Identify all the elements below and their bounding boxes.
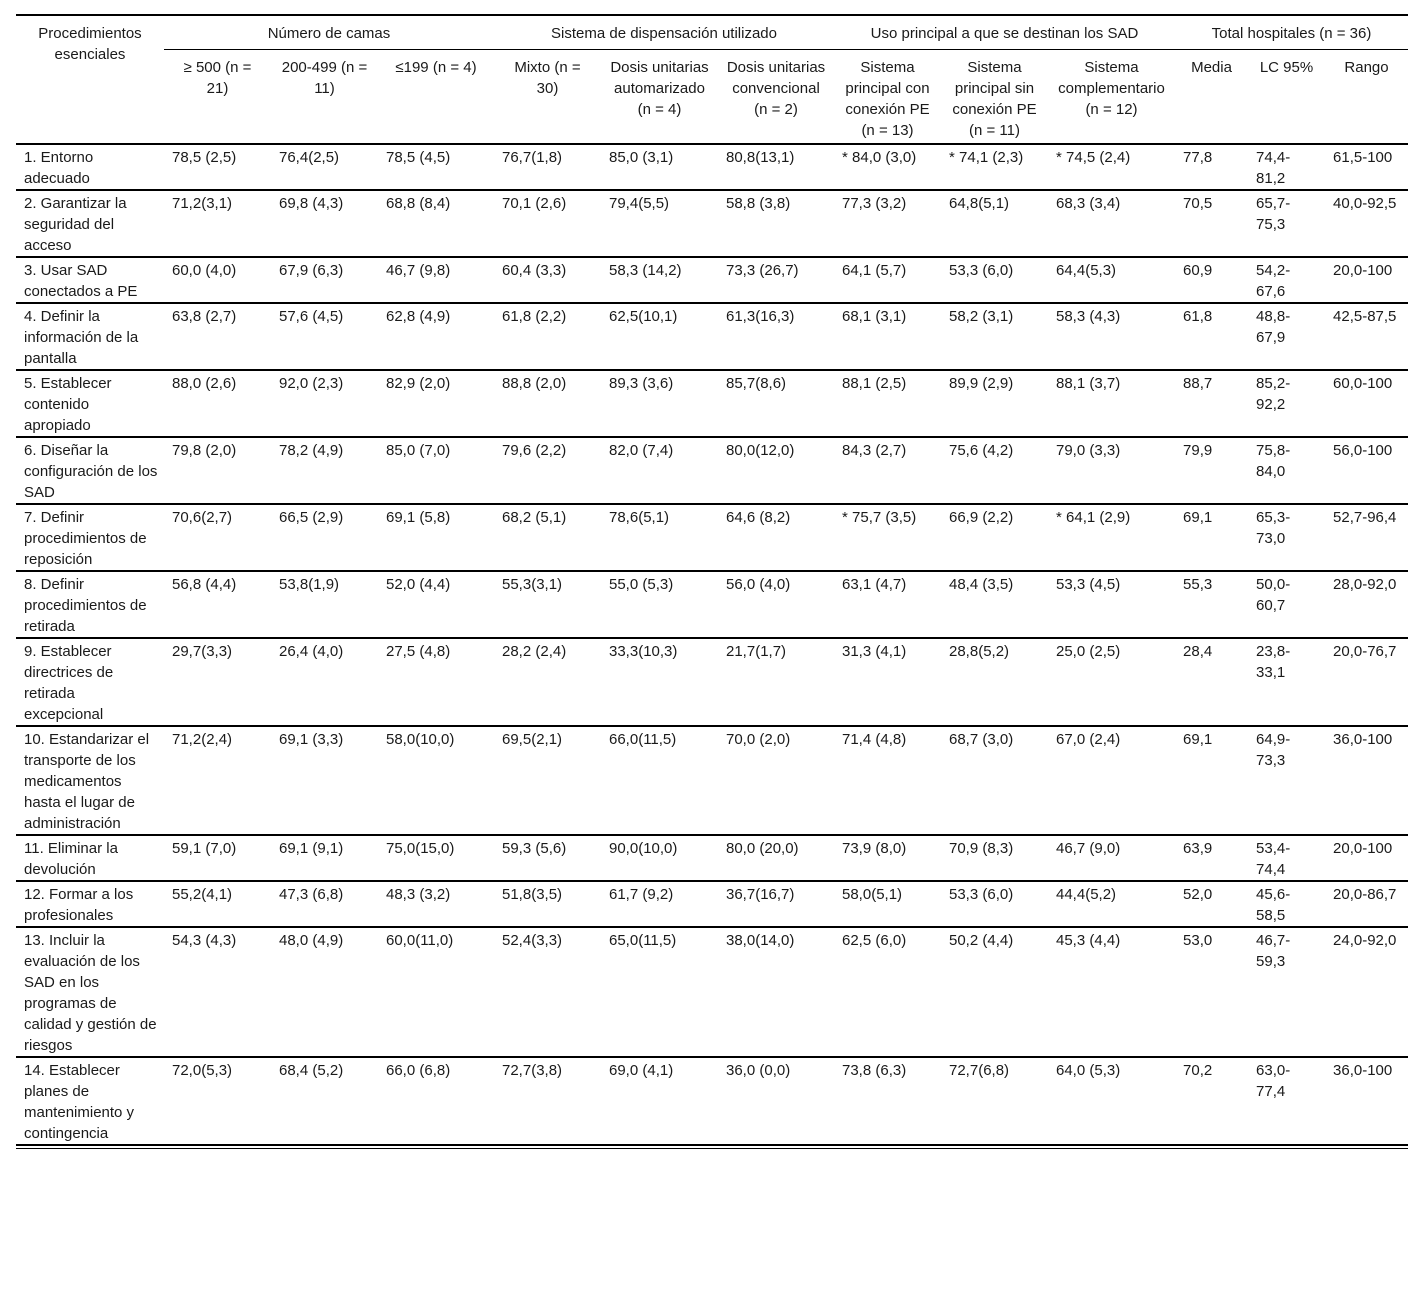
row-procedure-name: 4. Definir la información de la pantalla [24,308,139,367]
table-row [16,257,1408,303]
table-cell: 77,3 (3,2) [842,195,907,212]
table-cell: 60,4 (3,3) [502,262,567,279]
table-cell: 82,9 (2,0) [386,375,451,392]
table-cell: 73,3 (26,7) [726,262,799,279]
row-procedure-name: 3. Usar SAD conectados a PE [24,262,138,300]
table-cell: 68,1 (3,1) [842,308,907,325]
table-cell: 61,8 (2,2) [502,308,567,325]
table-cell: 62,5 (6,0) [842,932,907,949]
table-cell: 64,0 (5,3) [1056,1062,1121,1079]
table-cell: 54,2-67,6 [1256,262,1291,300]
table-cell: 29,7(3,3) [172,643,233,660]
table-cell: 64,6 (8,2) [726,509,791,526]
row-procedure-name: 6. Diseñar la configuración de los SAD [24,442,158,501]
table-row [16,303,1408,370]
table-cell: 36,0-100 [1333,1062,1393,1079]
table-cell: 89,3 (3,6) [609,375,674,392]
table-cell: 55,2(4,1) [172,886,233,903]
table-cell: * 75,7 (3,5) [842,509,917,526]
table-cell: 26,4 (4,0) [279,643,344,660]
table-cell: 64,1 (5,7) [842,262,907,279]
table-cell: 50,0-60,7 [1256,576,1291,614]
table-cell: 56,8 (4,4) [172,576,237,593]
table-cell: 63,1 (4,7) [842,576,907,593]
table-cell: 20,0-100 [1333,840,1393,857]
table-cell: 47,3 (6,8) [279,886,344,903]
table-cell: 79,6 (2,2) [502,442,567,459]
table-cell: 85,2-92,2 [1256,375,1291,413]
table-cell: 70,1 (2,6) [502,195,567,212]
table-row [16,726,1408,835]
table-cell: 64,8(5,1) [949,195,1010,212]
table-cell: 71,2(3,1) [172,195,233,212]
table-cell: 58,0(10,0) [386,731,455,748]
table-cell: 54,3 (4,3) [172,932,237,949]
table-cell: 61,5-100 [1333,149,1393,166]
table-cell: 44,4(5,2) [1056,886,1117,903]
table-cell: 60,9 [1183,262,1213,279]
subcol-199-less: ≤199 (n = 4) [395,59,477,76]
table-cell: 55,3(3,1) [502,576,563,593]
subcol-media: Media [1191,59,1232,76]
table-cell: 88,1 (3,7) [1056,375,1121,392]
table-cell: 60,0-100 [1333,375,1393,392]
table-row [16,504,1408,571]
subcol-200-499: 200-499 (n = 11) [281,59,368,97]
subcol-complementario: Sistema complementario (n = 12) [1058,59,1165,118]
header-row-groups [16,15,1408,50]
table-cell: 69,8 (4,3) [279,195,344,212]
table-cell: 64,9-73,3 [1256,731,1291,769]
table-cell: 52,0 [1183,886,1213,903]
subcol-dosis-convencional: Dosis unitarias convencional (n = 2) [726,59,826,118]
table-cell: 36,0 (0,0) [726,1062,791,1079]
table-cell: 85,0 (7,0) [386,442,451,459]
table-cell: 78,2 (4,9) [279,442,344,459]
table-cell: * 74,1 (2,3) [949,149,1024,166]
table-cell: 76,4(2,5) [279,149,340,166]
row-procedure-name: 5. Establecer contenido apropiado [24,375,112,434]
results-table-container [16,14,1408,1149]
table-cell: 68,8 (8,4) [386,195,451,212]
subcol-sin-conexion: Sistema principal sin conexión PE (n = 11) [952,59,1037,139]
table-cell: 84,3 (2,7) [842,442,907,459]
table-row [16,638,1408,726]
table-cell: 71,4 (4,8) [842,731,907,748]
table-cell: 62,8 (4,9) [386,308,451,325]
table-row [16,927,1408,1057]
table-cell: 20,0-100 [1333,262,1393,279]
table-cell: 69,5(2,1) [502,731,563,748]
table-cell: 27,5 (4,8) [386,643,451,660]
table-cell: 78,6(5,1) [609,509,670,526]
table-row [16,881,1408,927]
table-cell: 68,2 (5,1) [502,509,567,526]
table-cell: 73,9 (8,0) [842,840,907,857]
table-cell: 58,3 (14,2) [609,262,682,279]
table-cell: 58,2 (3,1) [949,308,1014,325]
table-cell: 52,0 (4,4) [386,576,451,593]
table-cell: 79,8 (2,0) [172,442,237,459]
table-cell: * 84,0 (3,0) [842,149,917,166]
table-bottom-rule [16,1148,1408,1149]
table-cell: 31,3 (4,1) [842,643,907,660]
table-cell: 70,5 [1183,195,1213,212]
table-cell: 73,8 (6,3) [842,1062,907,1079]
table-cell: 78,5 (4,5) [386,149,451,166]
table-cell: 65,3-73,0 [1256,509,1291,547]
table-cell: 72,0(5,3) [172,1062,233,1079]
table-row [16,571,1408,638]
table-cell: 48,8-67,9 [1256,308,1291,346]
subcol-lc95: LC 95% [1259,59,1314,76]
table-cell: 79,4(5,5) [609,195,670,212]
table-cell: 58,0(5,1) [842,886,903,903]
table-cell: 51,8(3,5) [502,886,563,903]
table-cell: 24,0-92,0 [1333,932,1397,949]
row-procedure-name: 1. Entorno adecuado [24,149,94,187]
table-cell: 71,2(2,4) [172,731,233,748]
table-cell: 25,0 (2,5) [1056,643,1121,660]
table-cell: 55,3 [1183,576,1213,593]
table-cell: 63,8 (2,7) [172,308,237,325]
table-cell: 53,3 (6,0) [949,886,1014,903]
table-cell: 74,4-81,2 [1256,149,1291,187]
table-cell: 60,0 (4,0) [172,262,237,279]
table-cell: 52,7-96,4 [1333,509,1397,526]
table-cell: 70,6(2,7) [172,509,233,526]
table-cell: 68,7 (3,0) [949,731,1014,748]
table-row [16,835,1408,881]
table-header [16,15,1408,144]
subcol-500-plus: ≥ 500 (n = 21) [183,59,252,97]
table-cell: 68,3 (3,4) [1056,195,1121,212]
table-cell: 36,7(16,7) [726,886,795,903]
table-cell: 70,9 (8,3) [949,840,1014,857]
table-cell: 89,9 (2,9) [949,375,1014,392]
table-cell: 42,5-87,5 [1333,308,1397,325]
table-cell: 58,8 (3,8) [726,195,791,212]
table-cell: 88,8 (2,0) [502,375,567,392]
table-cell: 63,0-77,4 [1256,1062,1291,1100]
table-cell: 80,0(12,0) [726,442,795,459]
table-cell: 53,8(1,9) [279,576,340,593]
table-cell: 38,0(14,0) [726,932,795,949]
table-cell: 75,0(15,0) [386,840,455,857]
table-cell: 62,5(10,1) [609,308,678,325]
table-cell: 85,7(8,6) [726,375,787,392]
table-cell: 61,7 (9,2) [609,886,674,903]
table-cell: 57,6 (4,5) [279,308,344,325]
table-cell: 53,3 (4,5) [1056,576,1121,593]
table-cell: 56,0-100 [1333,442,1393,459]
table-row [16,144,1408,190]
table-cell: 61,3(16,3) [726,308,795,325]
table-cell: 66,0(11,5) [609,731,677,748]
table-cell: 46,7 (9,0) [1056,840,1121,857]
table-cell: 69,1 [1183,731,1213,748]
table-cell: 69,1 (9,1) [279,840,344,857]
header-group-dispensing: Sistema de dispensación utilizado [494,15,834,50]
table-body [16,144,1408,1145]
table-cell: 79,9 [1183,442,1213,459]
table-cell: 46,7 (9,8) [386,262,451,279]
table-cell: 45,6-58,5 [1256,886,1291,924]
header-group-beds: Número de camas [164,15,494,50]
table-cell: 72,7(3,8) [502,1062,563,1079]
table-cell: 61,8 [1183,308,1213,325]
table-cell: 28,4 [1183,643,1213,660]
table-cell: 66,0 (6,8) [386,1062,451,1079]
table-cell: 20,0-86,7 [1333,886,1397,903]
table-cell: * 74,5 (2,4) [1056,149,1131,166]
table-cell: 76,7(1,8) [502,149,563,166]
table-cell: 60,0(11,0) [386,932,454,949]
table-cell: 65,0(11,5) [609,932,677,949]
table-cell: 70,2 [1183,1062,1213,1079]
subcol-con-conexion: Sistema principal con conexión PE (n = 13) [845,59,930,139]
table-cell: 72,7(6,8) [949,1062,1010,1079]
row-procedure-name: 13. Incluir la evaluación de los SAD en los programas de calidad y gestión de riesgos [24,932,157,1054]
table-cell: 33,3(10,3) [609,643,678,660]
table-cell: 79,0 (3,3) [1056,442,1121,459]
table-row [16,1057,1408,1145]
table-cell: 69,1 (5,8) [386,509,451,526]
table-cell: 28,0-92,0 [1333,576,1397,593]
table-cell: 55,0 (5,3) [609,576,674,593]
table-cell: 23,8-33,1 [1256,643,1291,681]
table-cell: 58,3 (4,3) [1056,308,1121,325]
table-cell: 85,0 (3,1) [609,149,674,166]
table-cell: 53,0 [1183,932,1213,949]
table-cell: 67,0 (2,4) [1056,731,1121,748]
table-cell: 46,7-59,3 [1256,932,1291,970]
row-procedure-name: 12. Formar a los profesionales [24,886,134,924]
table-cell: 88,7 [1183,375,1213,392]
table-cell: 67,9 (6,3) [279,262,344,279]
table-cell: 52,4(3,3) [502,932,563,949]
table-cell: 48,3 (3,2) [386,886,451,903]
table-cell: 66,5 (2,9) [279,509,344,526]
header-row-subcols [16,50,1408,145]
table-row [16,437,1408,504]
subcol-mixto: Mixto (n = 30) [514,59,581,97]
table-cell: 88,1 (2,5) [842,375,907,392]
table-cell: 28,2 (2,4) [502,643,567,660]
table-cell: 50,2 (4,4) [949,932,1014,949]
table-cell: 92,0 (2,3) [279,375,344,392]
table-cell: 75,6 (4,2) [949,442,1014,459]
table-cell: 78,5 (2,5) [172,149,237,166]
table-cell: 48,0 (4,9) [279,932,344,949]
table-cell: 70,0 (2,0) [726,731,791,748]
table-cell: 53,3 (6,0) [949,262,1014,279]
header-procedures: Procedimientos esenciales [38,25,142,63]
header-group-main-use: Uso principal a que se destinan los SAD [834,15,1175,50]
row-procedure-name: 7. Definir procedimientos de reposición [24,509,147,568]
table-cell: 69,1 [1183,509,1213,526]
table-cell: 90,0(10,0) [609,840,678,857]
table-cell: 20,0-76,7 [1333,643,1397,660]
table-cell: 28,8(5,2) [949,643,1010,660]
table-cell: 59,3 (5,6) [502,840,567,857]
table-cell: 69,1 (3,3) [279,731,344,748]
table-cell: 82,0 (7,4) [609,442,674,459]
table-cell: 53,4-74,4 [1256,840,1291,878]
table-cell: 56,0 (4,0) [726,576,791,593]
table-cell: 77,8 [1183,149,1213,166]
header-group-total: Total hospitales (n = 36) [1175,15,1408,50]
table-cell: 66,9 (2,2) [949,509,1014,526]
table-cell: 75,8-84,0 [1256,442,1291,480]
table-cell: 68,4 (5,2) [279,1062,344,1079]
table-cell: 80,8(13,1) [726,149,795,166]
table-cell: 69,0 (4,1) [609,1062,674,1079]
table-cell: 36,0-100 [1333,731,1393,748]
table-cell: 40,0-92,5 [1333,195,1397,212]
table-cell: 80,0 (20,0) [726,840,799,857]
table-cell: 21,7(1,7) [726,643,787,660]
results-table [16,14,1408,1146]
row-procedure-name: 14. Establecer planes de mantenimiento y contingencia [24,1062,135,1142]
subcol-dosis-automarizado: Dosis unitarias automarizado (n = 4) [610,59,709,118]
table-cell: * 64,1 (2,9) [1056,509,1131,526]
table-cell: 48,4 (3,5) [949,576,1014,593]
row-procedure-name: 10. Estandarizar el transporte de los medicamentos hasta el lugar de administración [24,731,150,832]
row-procedure-name: 9. Establecer directrices de retirada excepcional [24,643,114,723]
row-procedure-name: 11. Eliminar la devolución [24,840,118,878]
table-row [16,370,1408,437]
table-row [16,190,1408,257]
table-cell: 65,7-75,3 [1256,195,1291,233]
row-procedure-name: 8. Definir procedimientos de retirada [24,576,147,635]
table-cell: 63,9 [1183,840,1213,857]
table-cell: 88,0 (2,6) [172,375,237,392]
subcol-rango: Rango [1344,59,1389,76]
table-cell: 59,1 (7,0) [172,840,237,857]
table-cell: 64,4(5,3) [1056,262,1117,279]
row-procedure-name: 2. Garantizar la seguridad del acceso [24,195,127,254]
table-cell: 45,3 (4,4) [1056,932,1121,949]
